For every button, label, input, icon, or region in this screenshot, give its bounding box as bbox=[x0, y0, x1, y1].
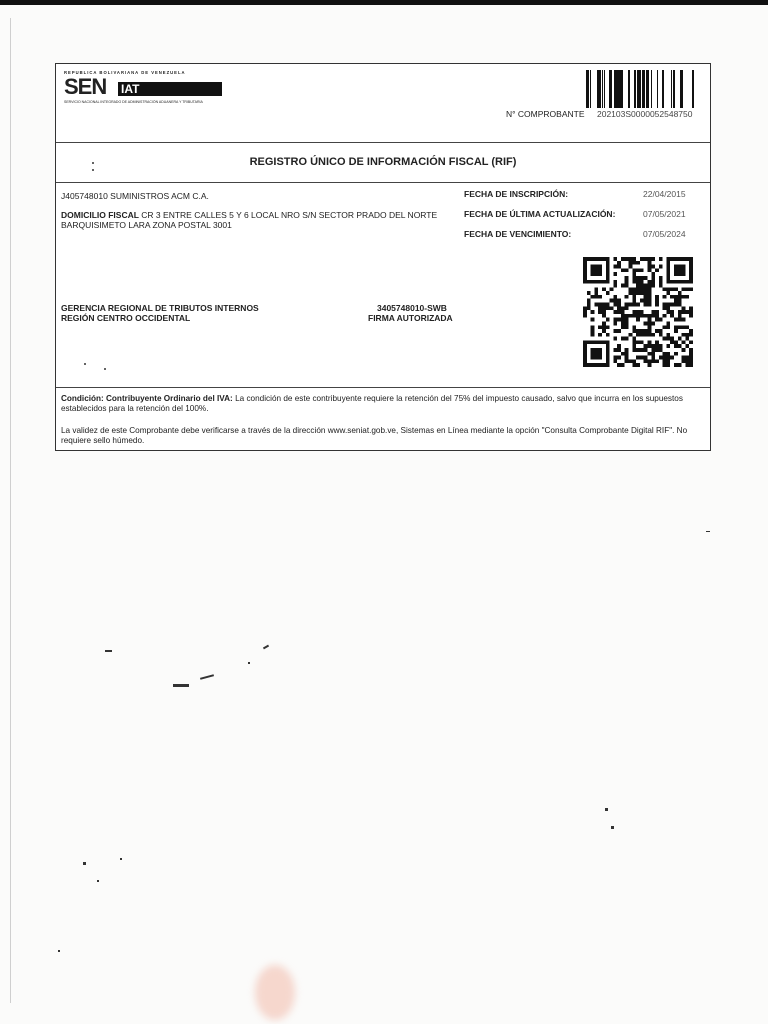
scan-speck bbox=[173, 684, 189, 687]
qr-code-image bbox=[583, 257, 693, 367]
expiry-date-value: 07/05/2024 bbox=[643, 229, 686, 239]
update-date-label: FECHA DE ÚLTIMA ACTUALIZACIÓN: bbox=[464, 209, 616, 219]
logo-brand-left: SEN bbox=[64, 74, 107, 99]
scan-top-edge bbox=[0, 0, 768, 5]
scan-speck bbox=[92, 169, 94, 171]
barcode-image bbox=[586, 70, 698, 108]
inscription-date-label: FECHA DE INSCRIPCIÓN: bbox=[464, 189, 569, 199]
authorized-signature: FIRMA AUTORIZADA bbox=[368, 313, 453, 323]
scan-left-edge bbox=[10, 18, 11, 1003]
logo-country-line: REPUBLICA BOLIVARIANA DE VENEZUELA bbox=[64, 70, 186, 75]
scan-speck bbox=[706, 531, 710, 532]
tax-condition bbox=[61, 394, 706, 413]
scan-speck bbox=[120, 858, 122, 860]
validity-note: La validez de este Comprobante debe verificarse a través de la dirección www.seniat.gob.ve, Sistemas en Línea mediante la opción "Consulta Comprobante Digital RIF". No requiere sello húmedo. bbox=[61, 426, 688, 445]
seniat-logo bbox=[62, 70, 227, 122]
authority-line-2: REGIÓN CENTRO OCCIDENTAL bbox=[61, 313, 191, 323]
rif-certificate bbox=[55, 63, 711, 451]
comprobante-label: N° COMPROBANTE bbox=[506, 109, 585, 119]
document-title: REGISTRO ÚNICO DE INFORMACIÓN FISCAL (RIF) bbox=[249, 156, 517, 168]
scan-speck bbox=[611, 826, 614, 829]
scan-speck bbox=[97, 880, 99, 882]
update-date-value: 07/05/2021 bbox=[643, 209, 686, 219]
authority-code: 3405748010-SWB bbox=[377, 303, 447, 313]
scan-speck bbox=[84, 363, 86, 365]
comprobante-number: 202103S0000052548750 bbox=[597, 109, 693, 119]
tax-condition-label: Condición: Contribuyente Ordinario del IVA: bbox=[61, 394, 233, 403]
scan-speck bbox=[605, 808, 608, 811]
scan-stain bbox=[255, 965, 295, 1020]
certificate-body bbox=[56, 182, 710, 387]
scan-speck bbox=[83, 862, 86, 865]
title-band bbox=[56, 142, 710, 183]
scan-speck bbox=[200, 674, 214, 680]
scan-speck bbox=[104, 368, 106, 370]
fiscal-address bbox=[61, 210, 451, 230]
rif-and-name: J405748010 SUMINISTROS ACM C.A. bbox=[61, 191, 209, 201]
certificate-header bbox=[56, 64, 710, 143]
tax-condition-text: La condición de este contribuyente requiere la retención del 75% del impuesto causado, salvo que incurra en los supuestos establecidos para la retención del 100%. bbox=[61, 394, 683, 413]
scan-speck bbox=[58, 950, 60, 952]
logo-subtitle: SERVICIO NACIONAL INTEGRADO DE ADMINISTRACIÓN ADUANERA Y TRIBUTARIA bbox=[64, 100, 203, 104]
logo-brand-right: IAT bbox=[118, 82, 222, 96]
fiscal-address-value: CR 3 ENTRE CALLES 5 Y 6 LOCAL NRO S/N SECTOR PRADO DEL NORTE BARQUISIMETO LARA ZONA POSTAL 3001 bbox=[61, 210, 438, 230]
scan-speck bbox=[248, 662, 250, 664]
fiscal-address-label: DOMICILIO FISCAL bbox=[61, 210, 139, 220]
scan-speck bbox=[263, 645, 269, 650]
expiry-date-label: FECHA DE VENCIMIENTO: bbox=[464, 229, 572, 239]
certificate-footer bbox=[56, 387, 710, 453]
authority-line-1: GERENCIA REGIONAL DE TRIBUTOS INTERNOS bbox=[61, 303, 259, 313]
scan-speck bbox=[105, 650, 112, 652]
inscription-date-value: 22/04/2015 bbox=[643, 189, 686, 199]
